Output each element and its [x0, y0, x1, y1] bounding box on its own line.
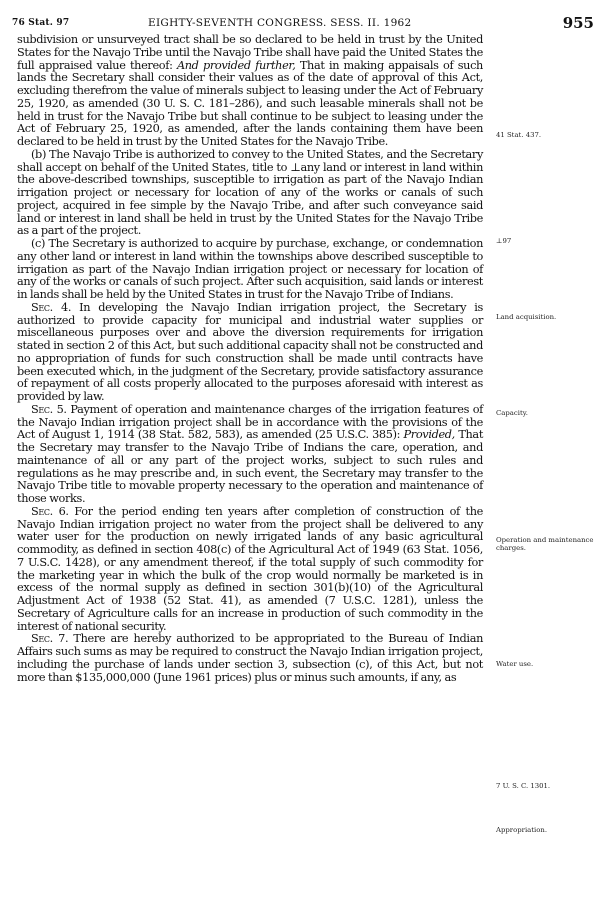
- margin-note-land-acquisition: Land acquisition.: [496, 313, 557, 321]
- margin-note-page-marker: ⊥97: [496, 237, 512, 245]
- statute-citation: 76 Stat. 97: [12, 18, 70, 28]
- running-header: [12, 14, 600, 34]
- paragraph-section-7: Sec. 7. There are hereby authorized to be appropriated to the Bureau of Indian Affairs such sums as may be required to construct the Navajo Indian irrigation project, including the purchase of lands under section 3, subsection (c), of this Act, but not more than $135,000,000 (June 1961 prices) plus or minus such amounts, if any, as: [17, 632, 484, 684]
- margin-note-usc-citation: 7 U. S. C. 1301.: [496, 782, 551, 790]
- paragraph-section-6: Sec. 6. For the period ending ten years after completion of construction of the Navajo Indian irrigation project no water from the project shall be delivered to any water user for the production on newly irrigated lands of any basic agricultural commodity, as defined in section 408(c) of the Agricultural Act of 1949 (63 Stat. 1056, 7 U.S.C. 1428), or any amendment thereof, if the total supply of such commodity for the marketing year in which the bulk of the crop would normally be marketed is in excess of the normal supply as defined in section 301(b)(10) of the Agricultural Adjustment Act of 1938 (52 Stat. 41), as amended (7 U.S.C. 1281), unless the Secretary of Agriculture calls for an increase in production of such commodity in the interest of national security.: [17, 504, 484, 633]
- paragraph-section-5: Sec. 5. Payment of operation and maintenance charges of the irrigation features of the Navajo Indian irrigation project shall be in accordance with the provisions of the Act of August 1, 1914 (38 Stat. 582, 583), as amended (25 U.S.C. 385): Provided, That the Secretary may transfer to the Navajo Tribe of Indians the care, operation, and maintenance of all or any part of the project works, subject to such rules and regulations as he may prescribe and, in such event, the Secretary may transfer to the Navajo Tribe title to movable property necessary to the operation and maintenance of those works.: [17, 402, 484, 505]
- congress-session-title: EIGHTY-SEVENTH CONGRESS. SESS. II. 1962: [148, 17, 412, 29]
- margin-note-appropriation: Appropriation.: [496, 826, 548, 834]
- paragraph-section-4: Sec. 4. In developing the Navajo Indian irrigation project, the Secretary is authorized to provide capacity for municipal and industrial water supplies or miscellaneous purposes over and above the diversion requirements for irrigation stated in section 2 of this Act, but such additional capacity shall not be constructed and no appropriation of funds for such construction shall be made until contracts have been executed which, in the judgment of the Secretary, provide satisfactory assurance of repayment of all costs properly allocated to the purposes aforesaid with interest as provided by law.: [17, 300, 483, 403]
- paragraph-subsection-c: (c) The Secretary is authorized to acquire by purchase, exchange, or condemnation any other land or interest in land within the townships above described susceptible to irrigation as part of the Navajo Indian irrigation project or necessary for location of any of the works or canals of such project. After such acquisition, said lands or interest in lands shall be held by the United States in trust for the Navajo Tribe of Indians.: [17, 237, 483, 301]
- margin-note-water-use: Water use.: [496, 660, 534, 668]
- margin-note-stat-citation: 41 Stat. 437.: [496, 131, 542, 139]
- statute-text: [17, 34, 483, 684]
- paragraph-subsection-b: (b) The Navajo Tribe is authorized to convey to the United States, and the Secretary shall accept on behalf of the United States, title to ⊥any land or interest in land within the above-described townships, susceptible to irrigation as part of the Navajo Indian irrigation project or necessary for location of any of the works or canals of such project, acquired in fee simple by the Navajo Tribe, and after such conveyance said land or interest in land shall be held in trust by the United States for the Navajo Tribe as a part of the project.: [17, 147, 483, 238]
- margin-note-operation-maintenance: Operation and maintenance charges.: [496, 536, 594, 553]
- page-number: 955: [562, 14, 594, 32]
- margin-note-capacity: Capacity.: [496, 409, 528, 417]
- paragraph-continuation: subdivision or unsurveyed tract shall be so declared to be held in trust by the United States for the Navajo Tribe until the Navajo Tribe shall have paid the United States the full appraised value thereof: And provided further, That in making appaisals of such lands the Secretary shall consider their values as of the date of approval of this Act, excluding therefrom the value of minerals subject to leasing under the Act of February 25, 1920, as amended (30 U. S. C. 181–286), and such leasable minerals shall not be held in trust for the Navajo Tribe but shall continue to be subject to leasing under the Act of February 25, 1920, as amended, after the lands containing them have been declared to be held in trust by the United States for the Navajo Tribe.: [17, 33, 483, 148]
